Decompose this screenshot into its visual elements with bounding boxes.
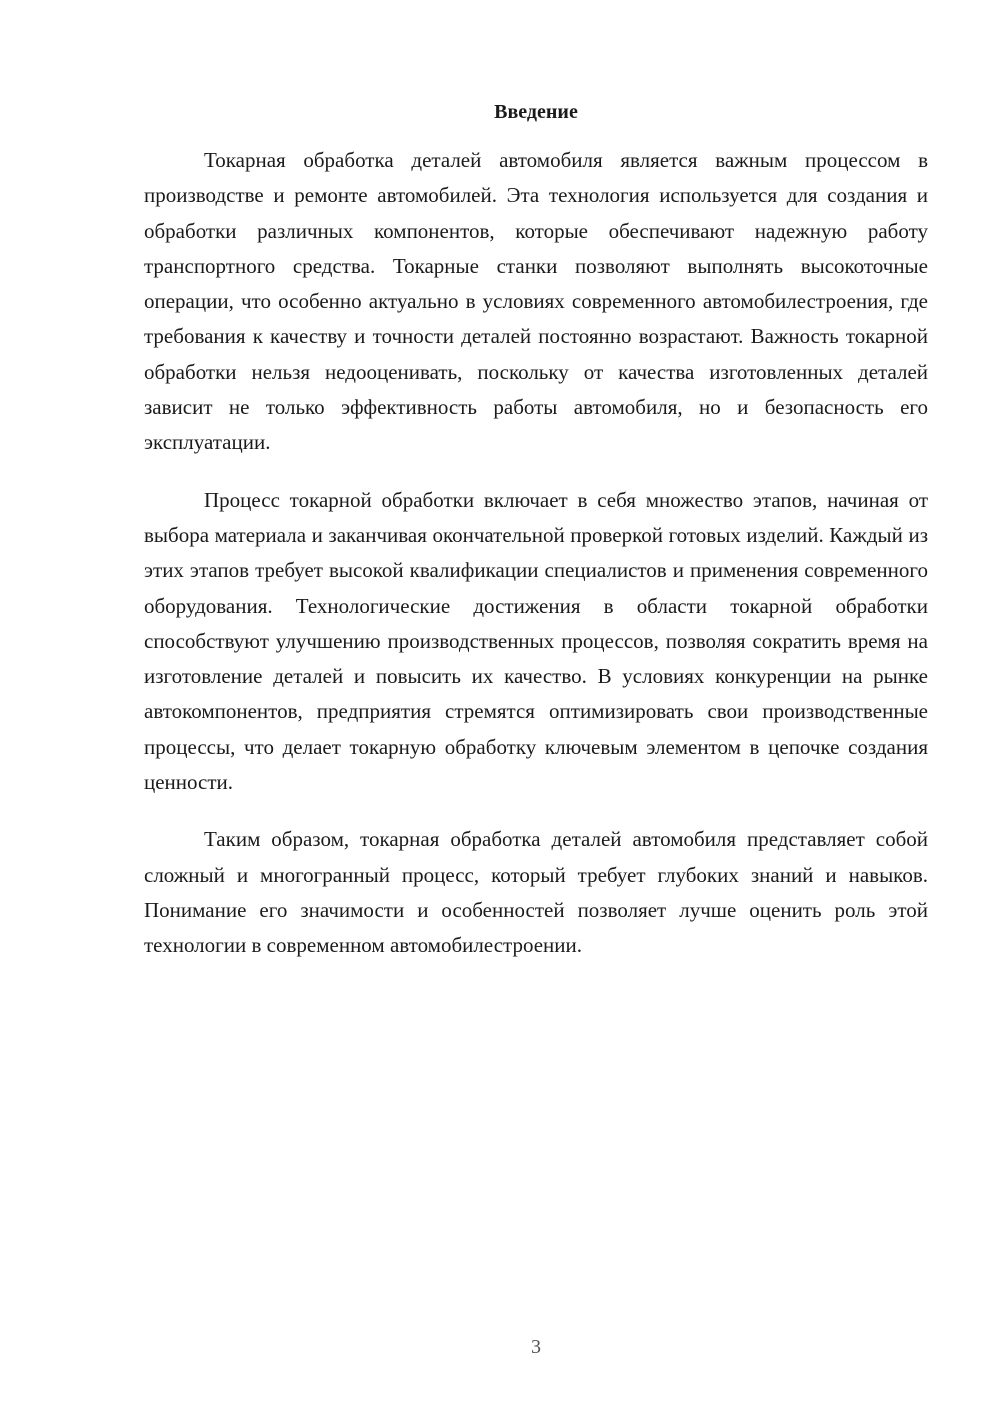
- paragraph-1: Токарная обработка деталей автомобиля является важным процессом в производстве и ремонте автомобилей. Эта технология используется для создания и обработки различных компонентов, которые обеспечивают надежную работу транспортного средства. Токарные станки позволяют выполнять высокоточные операции, что особенно актуально в условиях современного автомобилестроения, где требования к качеству и точности деталей постоянно возрастают. Важность токарной обработки нельзя недооценивать, поскольку от качества изготовленных деталей зависит не только эффективность работы автомобиля, но и безопасность его эксплуатации.: [144, 148, 928, 455]
- body-text: [144, 143, 928, 986]
- paragraph-3: Таким образом, токарная обработка деталей автомобиля представляет собой сложный и многогранный процесс, который требует глубоких знаний и навыков. Понимание его значимости и особенностей позволяет лучше оценить роль этой технологии в современном автомобилестроении.: [144, 827, 928, 958]
- paragraph-2: Процесс токарной обработки включает в себя множество этапов, начиная от выбора материала и заканчивая окончательной проверкой готовых изделий. Каждый из этих этапов требует высокой квалификации специалистов и применения современного оборудования. Технологические достижения в области токарной обработки способствуют улучшению производственных процессов, позволяя сократить время на изготовление деталей и повысить их качество. В условиях конкуренции на рынке автокомпонентов, предприятия стремятся оптимизировать свои производственные процессы, что делает токарную обработку ключевым элементом в цепочке создания ценности.: [144, 487, 928, 795]
- page-number: 3: [531, 1336, 541, 1358]
- page-title: Введение: [494, 101, 578, 123]
